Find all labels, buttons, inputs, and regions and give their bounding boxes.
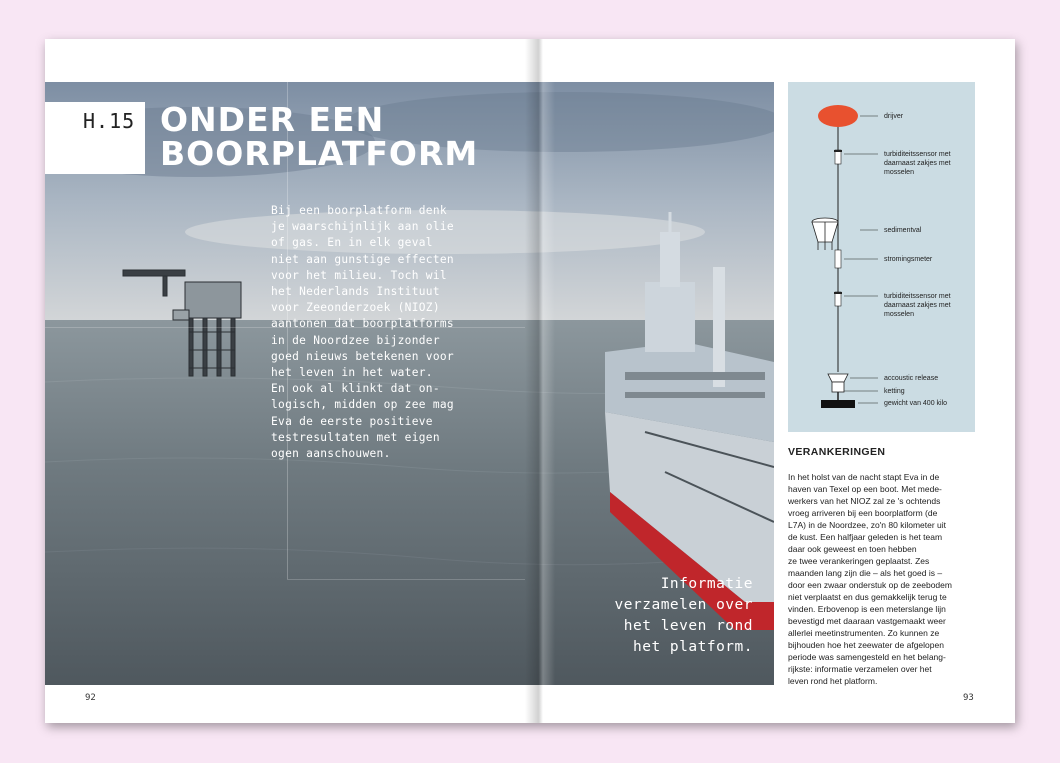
body-line: werkers van het NIOZ zal ze 's ochtends <box>788 496 941 506</box>
sediment-trap-shape <box>812 218 838 250</box>
article-title <box>160 100 479 173</box>
intro-line: goed nieuws betekenen voor <box>271 349 454 363</box>
layout-guide-line <box>287 579 525 580</box>
body-line: periode was samengesteld en het belang- <box>788 652 946 662</box>
intro-line: voor het milieu. Toch wil <box>271 268 447 282</box>
caption-line: Informatie <box>660 576 753 592</box>
section-heading: VERANKERINGEN <box>788 446 886 458</box>
caption-line: het platform. <box>633 639 753 655</box>
intro-line: En ook al klinkt dat on- <box>271 382 440 396</box>
body-line: leven rond het platform. <box>788 676 878 686</box>
body-line: L7A) in de Noordzee, zo'n 80 kilometer uit <box>788 520 947 530</box>
magazine-spread <box>45 39 1015 723</box>
diagram-label: accoustic release <box>884 375 939 382</box>
float-shape <box>818 105 858 127</box>
title-line: BOORPLATFORM <box>160 134 479 173</box>
body-line: vroeg arriveren bij een boorplatform (de <box>788 508 938 518</box>
mooring-diagram <box>788 82 975 432</box>
photo-caption <box>575 574 753 658</box>
body-line: bevestigd met daaraan vastgemaakt weer <box>788 616 946 626</box>
title-line: ONDER EEN <box>160 100 385 139</box>
intro-line: Bij een boorplatform denk <box>271 204 447 217</box>
body-line: daar ook geweest en toen hebben <box>788 544 917 554</box>
body-line: bijhouden hoe het zeewater de afgelopen <box>788 640 944 650</box>
body-line: allerlei meetinstrumenten. Zo kunnen ze <box>788 628 940 638</box>
acoustic-release-shape <box>828 374 848 392</box>
diagram-label: sedimentval <box>884 227 922 234</box>
intro-line: niet aan gunstige effecten <box>271 252 454 266</box>
body-line: maanden lang zijn die – als het goed is – <box>788 568 943 578</box>
diagram-label: drijver <box>884 113 904 120</box>
intro-text <box>271 203 486 462</box>
mooring-line-drawing <box>788 82 975 432</box>
diagram-label: turbiditeitssensor met daarnaast zakjes met mosselen <box>884 293 951 318</box>
body-line: ze twee verankeringen geplaatst. Zes <box>788 556 930 566</box>
body-line: rijkste: informatie verzamelen over het <box>788 664 932 674</box>
body-line: de kust. Een halfjaar geleden is het team <box>788 532 943 542</box>
intro-line: Eva de eerste positieve <box>271 414 433 428</box>
body-line: haven van Texel op een boot. Met mede- <box>788 484 942 494</box>
body-line: niet verplaatst en dus gemakkelijk terug te <box>788 592 947 602</box>
caption-line: verzamelen over <box>614 597 753 613</box>
intro-line: logisch, midden op zee mag <box>271 398 454 412</box>
body-line: vinden. Erbovenop is een meterslange lijn <box>788 604 946 614</box>
diagram-label: gewicht van 400 kilo <box>884 400 948 407</box>
body-line: In het holst van de nacht stapt Eva in de <box>788 472 940 482</box>
diagram-label: stromingsmeter <box>884 256 933 263</box>
body-text <box>788 471 978 687</box>
intro-line: het leven in het water. <box>271 366 433 380</box>
intro-line: in de Noordzee bijzonder <box>271 333 440 347</box>
page-number-right: 93 <box>963 693 974 703</box>
chapter-number: H.15 <box>83 109 136 133</box>
intro-line: testresultaten met eigen <box>271 430 440 444</box>
intro-line: het Nederlands Instituut <box>271 285 440 299</box>
diagram-label: turbiditeitssensor met daarnaast zakjes met mosselen <box>884 151 951 176</box>
intro-line: voor Zeeonderzoek (NIOZ) <box>271 301 440 315</box>
intro-line: ogen aanschouwen. <box>271 447 391 461</box>
weight-shape <box>821 400 855 408</box>
body-line: door een zwaar onderstuk op de zeebodem <box>788 580 952 590</box>
caption-line: het leven rond <box>623 618 753 634</box>
diagram-label: ketting <box>884 388 905 395</box>
page-number-left: 92 <box>85 693 96 703</box>
intro-line: aantonen dat boorplatforms <box>271 317 454 331</box>
intro-line: je waarschijnlijk aan olie <box>271 220 454 234</box>
intro-line: of gas. En in elk geval <box>271 236 433 250</box>
